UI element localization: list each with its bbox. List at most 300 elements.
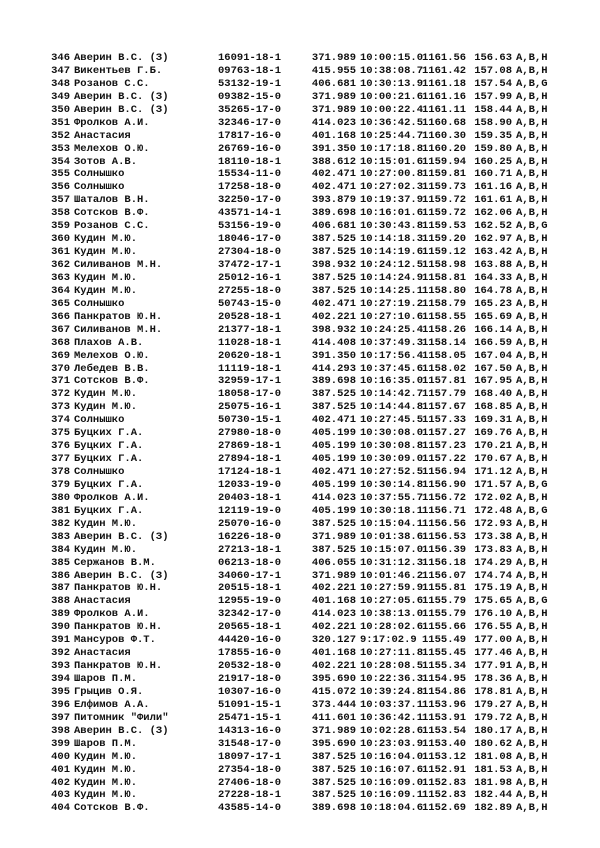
distance: 414.023 [311,491,356,504]
arrival-time: 10:19:37.9 [360,194,424,207]
coefficient: 178.36 [474,673,512,685]
ring-number: 12033-19-0 [218,478,282,491]
fancier-name: Аверин В.С. (З) [74,569,169,582]
distance: 401.168 [311,595,356,608]
distance: 391.350 [311,349,356,362]
row-number: 364 [51,284,70,297]
table-row [48,194,556,207]
coefficient: 157.99 [474,90,512,103]
flags: A,B,H [516,776,548,789]
arrival-time: 10:24:25.4 [360,323,424,336]
arrival-time: 10:37:55.7 [360,491,424,504]
flags: A,B,H [516,802,548,815]
table-row [48,388,556,401]
flags: A,B,H [516,440,548,453]
row-number: 361 [51,246,70,259]
fancier-name: Кудин М.Ю. [74,388,138,401]
arrival-time: 10:14:18.3 [360,233,424,246]
row-number: 363 [51,271,70,284]
ring-number: 21917-18-0 [218,673,282,685]
row-number: 383 [51,530,70,543]
row-number: 400 [51,750,70,763]
fancier-name: Кудин М.Ю. [74,789,138,802]
flags: A,B,H [516,207,548,220]
distance: 395.690 [311,737,356,750]
speed: 1159.12 [422,246,467,259]
arrival-time: 10:00:21.6 [360,90,424,103]
arrival-time: 10:15:07.0 [360,543,424,556]
speed: 1154.95 [422,673,467,685]
speed: 1159.72 [422,194,467,207]
coefficient: 159.80 [474,142,512,155]
coefficient: 173.83 [474,543,512,556]
ring-number: 43585-14-0 [218,802,282,815]
coefficient: 162.97 [474,233,512,246]
ring-number: 25012-16-1 [218,271,282,284]
table-row [48,440,556,453]
speed: 1159.81 [422,168,467,181]
table-row [48,168,556,181]
flags: A,B,H [516,685,548,698]
arrival-time: 10:27:02.3 [360,181,424,194]
table-row [48,401,556,414]
table-row [48,686,556,699]
coefficient: 182.44 [474,789,512,802]
ring-number: 20620-18-1 [218,349,282,362]
distance: 387.525 [311,233,356,246]
table-row [48,363,556,376]
distance: 387.525 [311,776,356,789]
arrival-time: 10:15:04.1 [360,517,424,530]
ring-number: 11028-18-1 [218,336,282,349]
table-row [48,259,556,272]
speed: 1158.81 [422,271,467,284]
row-number: 395 [51,685,70,698]
table-row [48,104,556,117]
fancier-name: Солнышко [74,168,125,181]
flags: A,B,H [516,362,548,375]
fancier-name: Кудин М.Ю. [74,750,138,763]
arrival-time: 10:27:00.8 [360,168,424,181]
arrival-time: 10:38:13.0 [360,608,424,621]
fancier-name: Сотсков В.Ф. [74,802,150,815]
distance: 402.221 [311,582,356,595]
coefficient: 177.46 [474,647,512,660]
row-number: 393 [51,660,70,673]
speed: 1160.68 [422,116,467,129]
speed: 1153.91 [422,711,467,724]
distance: 405.199 [311,440,356,453]
flags: A,B,H [516,297,548,310]
fancier-name: Панкратов Ю.Н. [74,582,163,595]
arrival-time: 10:27:19.2 [360,297,424,310]
flags: A,B,H [516,569,548,582]
speed: 1155.79 [422,608,467,621]
distance: 415.955 [311,64,356,77]
arrival-time: 10:01:46.2 [360,569,424,582]
coefficient: 174.74 [474,569,512,582]
distance: 387.525 [311,789,356,802]
ring-number: 27980-18-0 [218,427,282,440]
arrival-time: 10:14:42.7 [360,388,424,401]
coefficient: 157.54 [474,77,512,90]
coefficient: 168.85 [474,401,512,414]
ring-number: 53132-19-1 [218,77,282,90]
fancier-name: Кудин М.Ю. [74,284,138,297]
ring-number: 32250-17-0 [218,194,282,207]
arrival-time: 10:17:56.4 [360,349,424,362]
ring-number: 14313-16-0 [218,724,282,737]
flags: A,B,H [516,323,548,336]
table-row [48,725,556,738]
ring-number: 44420-16-0 [218,634,282,647]
fancier-name: Зотов А.В. [74,155,138,168]
table-row [48,220,556,233]
table-row [48,207,556,220]
coefficient: 163.42 [474,246,512,259]
distance: 402.471 [311,414,356,427]
flags: A,B,H [516,336,548,349]
ring-number: 20515-18-1 [218,582,282,595]
table-row [48,311,556,324]
flags: A,B,H [516,194,548,207]
arrival-time: 10:16:07.6 [360,763,424,776]
coefficient: 167.04 [474,349,512,362]
fancier-name: Аверин В.С. (З) [74,52,169,64]
table-row [48,130,556,143]
distance: 406.681 [311,220,356,233]
table-row [48,570,556,583]
flags: A,B,H [516,491,548,504]
distance: 373.444 [311,698,356,711]
fancier-name: Буцких Г.А. [74,427,144,440]
table-row [48,143,556,156]
table-row [48,789,556,802]
fancier-name: Кудин М.Ю. [74,543,138,556]
distance: 405.199 [311,453,356,466]
coefficient: 165.69 [474,310,512,323]
fancier-name: Аверин В.С. (З) [74,724,169,737]
fancier-name: Сотсков В.Ф. [74,375,150,388]
ring-number: 09382-15-0 [218,90,282,103]
fancier-name: Питомник "Фили" [74,711,169,724]
row-number: 355 [51,168,70,181]
table-row [48,751,556,764]
ring-number: 20528-18-1 [218,310,282,323]
flags: A,B,H [516,414,548,427]
row-number: 362 [51,259,70,271]
row-number: 369 [51,349,70,362]
distance: 393.879 [311,194,356,207]
flags: A,B,H [516,660,548,673]
speed: 1157.22 [422,453,467,466]
distance: 387.525 [311,271,356,284]
ring-number: 17855-16-0 [218,647,282,660]
coefficient: 181.98 [474,776,512,789]
speed: 1153.12 [422,750,467,763]
ring-number: 53156-19-0 [218,220,282,233]
distance: 402.471 [311,168,356,181]
fancier-name: Панкратов Ю.Н. [74,310,163,323]
distance: 387.525 [311,388,356,401]
speed: 1155.66 [422,621,467,634]
fancier-name: Кудин М.Ю. [74,271,138,284]
distance: 387.525 [311,750,356,763]
flags: A,B,H [516,401,548,414]
coefficient: 161.61 [474,194,512,207]
coefficient: 166.59 [474,336,512,349]
arrival-time: 10:27:45.5 [360,414,424,427]
fancier-name: Плахов А.В. [74,336,144,349]
speed: 1156.71 [422,504,467,517]
ring-number: 18097-17-1 [218,750,282,763]
speed: 1156.72 [422,491,467,504]
speed: 1158.79 [422,297,467,310]
speed: 1155.49 [422,634,467,647]
coefficient: 156.63 [474,52,512,64]
speed: 1161.42 [422,64,467,77]
ring-number: 27304-18-0 [218,246,282,259]
coefficient: 171.12 [474,466,512,478]
flags: A,B,H [516,388,548,401]
ring-number: 11119-18-1 [218,362,282,375]
speed: 1158.05 [422,349,467,362]
flags: A,B,H [516,634,548,647]
flags: A,B,H [516,259,548,271]
table-row [48,52,556,65]
table-row [48,233,556,246]
row-number: 351 [51,116,70,129]
ring-number: 25075-16-1 [218,401,282,414]
arrival-time: 10:30:13.9 [360,77,424,90]
table-row [48,285,556,298]
table-row [48,608,556,621]
coefficient: 162.52 [474,220,512,233]
flags: A,B,H [516,375,548,388]
row-number: 378 [51,466,70,478]
flags: A,B,H [516,724,548,737]
speed: 1158.98 [422,259,467,271]
coefficient: 172.02 [474,491,512,504]
distance: 406.681 [311,77,356,90]
table-row [48,764,556,777]
flags: A,B,H [516,64,548,77]
coefficient: 158.44 [474,103,512,116]
coefficient: 168.40 [474,388,512,401]
coefficient: 175.65 [474,595,512,608]
ring-number: 17124-18-1 [218,466,282,478]
arrival-time: 10:01:38.6 [360,530,424,543]
coefficient: 177.00 [474,634,512,647]
speed: 1159.53 [422,220,467,233]
row-number: 358 [51,207,70,220]
speed: 1156.94 [422,466,467,478]
arrival-time: 10:27:52.5 [360,466,424,478]
arrival-time: 10:00:22.4 [360,103,424,116]
flags: A,B,H [516,271,548,284]
fancier-name: Панкратов Ю.Н. [74,621,163,634]
row-number: 371 [51,375,70,388]
ring-number: 06213-18-0 [218,556,282,569]
speed: 1154.86 [422,685,467,698]
flags: A,B,H [516,789,548,802]
row-number: 380 [51,491,70,504]
flags: A,B,H [516,750,548,763]
distance: 389.698 [311,802,356,815]
table-row [48,246,556,259]
row-number: 376 [51,440,70,453]
distance: 402.221 [311,310,356,323]
coefficient: 182.89 [474,802,512,815]
flags: A,B,H [516,517,548,530]
row-number: 353 [51,142,70,155]
speed: 1161.16 [422,90,467,103]
row-number: 352 [51,129,70,142]
coefficient: 170.67 [474,453,512,466]
fancier-name: Буцких Г.А. [74,440,144,453]
ring-number: 27213-18-1 [218,543,282,556]
row-number: 347 [51,64,70,77]
ring-number: 32342-17-0 [218,608,282,621]
arrival-time: 10:14:44.8 [360,401,424,414]
table-row [48,479,556,492]
coefficient: 177.91 [474,660,512,673]
ring-number: 27354-18-0 [218,763,282,776]
row-number: 354 [51,155,70,168]
arrival-time: 10:23:03.9 [360,737,424,750]
coefficient: 172.93 [474,517,512,530]
ring-number: 21377-18-1 [218,323,282,336]
fancier-name: Сержанов В.М. [74,556,156,569]
flags: A,B,H [516,90,548,103]
row-number: 359 [51,220,70,233]
distance: 371.989 [311,103,356,116]
table-row [48,518,556,531]
arrival-time: 10:37:45.6 [360,362,424,375]
table-row [48,324,556,337]
fancier-name: Буцких Г.А. [74,504,144,517]
distance: 387.525 [311,246,356,259]
ring-number: 43571-14-1 [218,207,282,220]
fancier-name: Аверин В.С. (З) [74,90,169,103]
results-table [48,52,556,815]
flags: A,B,H [516,621,548,634]
speed: 1157.33 [422,414,467,427]
row-number: 388 [51,595,70,608]
fancier-name: Солнышко [74,466,125,478]
flags: A,B,H [516,284,548,297]
row-number: 366 [51,310,70,323]
fancier-name: Кудин М.Ю. [74,401,138,414]
arrival-time: 10:36:42.1 [360,711,424,724]
ring-number: 31548-17-0 [218,737,282,750]
speed: 1153.96 [422,698,467,711]
speed: 1156.90 [422,478,467,491]
distance: 398.932 [311,259,356,271]
fancier-name: Кудин М.Ю. [74,776,138,789]
arrival-time: 10:30:09.0 [360,453,424,466]
row-number: 346 [51,52,70,64]
table-row [48,802,556,815]
speed: 1156.39 [422,543,467,556]
row-number: 360 [51,233,70,246]
row-number: 401 [51,763,70,776]
flags: A,B,H [516,427,548,440]
distance: 371.989 [311,52,356,64]
row-number: 381 [51,504,70,517]
row-number: 385 [51,556,70,569]
fancier-name: Анастасия [74,595,131,608]
flags: A,B,G [516,595,548,608]
speed: 1159.94 [422,155,467,168]
ring-number: 51091-15-1 [218,698,282,711]
fancier-name: Буцких Г.А. [74,478,144,491]
table-row [48,453,556,466]
ring-number: 25070-16-0 [218,517,282,530]
coefficient: 165.23 [474,297,512,310]
distance: 414.023 [311,116,356,129]
row-number: 397 [51,711,70,724]
speed: 1157.81 [422,375,467,388]
speed: 1152.83 [422,789,467,802]
ring-number: 27894-18-1 [218,453,282,466]
ring-number: 17817-16-0 [218,129,282,142]
row-number: 398 [51,724,70,737]
ring-number: 17258-18-0 [218,181,282,194]
arrival-time: 10:25:44.7 [360,129,424,142]
distance: 391.350 [311,142,356,155]
arrival-time: 10:30:08.8 [360,440,424,453]
flags: A,B,G [516,504,548,517]
table-row [48,531,556,544]
flags: A,B,H [516,52,548,64]
arrival-time: 9:17:02.9 [360,634,417,647]
arrival-time: 10:14:19.6 [360,246,424,259]
arrival-time: 10:00:15.0 [360,52,424,64]
fancier-name: Шаталов В.Н. [74,194,150,207]
row-number: 392 [51,647,70,660]
distance: 405.199 [311,427,356,440]
ring-number: 18046-17-0 [218,233,282,246]
distance: 395.690 [311,673,356,685]
arrival-time: 10:24:12.5 [360,259,424,271]
flags: A,B,H [516,698,548,711]
fancier-name: Сотсков В.Ф. [74,207,150,220]
fancier-name: Викентьев Г.Б. [74,64,163,77]
table-row [48,544,556,557]
arrival-time: 10:02:28.6 [360,724,424,737]
ring-number: 37472-17-1 [218,259,282,271]
coefficient: 173.38 [474,530,512,543]
coefficient: 179.72 [474,711,512,724]
fancier-name: Шаров П.М. [74,737,138,750]
table-row [48,582,556,595]
table-row [48,660,556,673]
arrival-time: 10:22:36.3 [360,673,424,685]
speed: 1155.81 [422,582,467,595]
coefficient: 170.21 [474,440,512,453]
fancier-name: Буцких Г.А. [74,453,144,466]
coefficient: 176.55 [474,621,512,634]
fancier-name: Кудин М.Ю. [74,763,138,776]
ring-number: 20403-18-1 [218,491,282,504]
flags: A,B,H [516,129,548,142]
table-row [48,505,556,518]
row-number: 403 [51,789,70,802]
flags: A,B,H [516,453,548,466]
coefficient: 161.16 [474,181,512,194]
fancier-name: Фролков А.И. [74,608,150,621]
